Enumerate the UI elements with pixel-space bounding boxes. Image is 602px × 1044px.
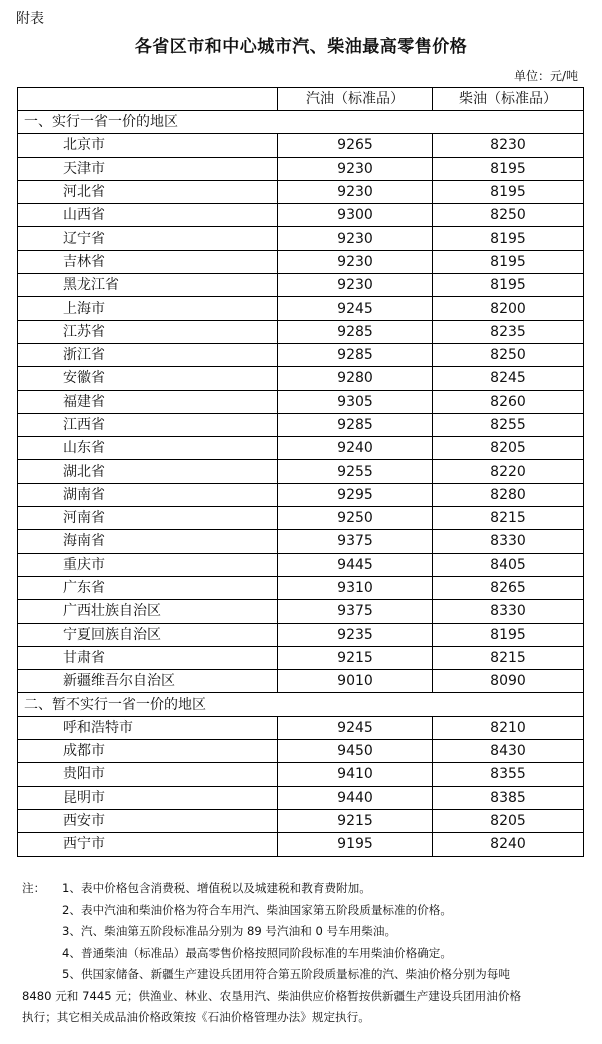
region-cell: 贵阳市 [18,763,278,786]
table-row [18,553,584,576]
table-row [18,390,584,413]
diesel-price-cell: 8215 [433,646,584,669]
gasoline-price-cell: 9235 [278,623,433,646]
page-title: 各省区市和中心城市汽、柴油最高零售价格 [134,37,468,57]
gasoline-price-cell: 9230 [278,157,433,180]
section-title: 二、暂不实行一省一价的地区 [18,693,584,716]
gasoline-price-cell: 9230 [278,250,433,273]
diesel-price-cell: 8245 [433,367,584,390]
gasoline-price-cell: 9375 [278,600,433,623]
diesel-price-cell: 8330 [433,530,584,553]
diesel-price-cell: 8255 [433,413,584,436]
region-cell: 成都市 [18,740,278,763]
diesel-price-cell: 8385 [433,786,584,809]
region-cell: 湖南省 [18,483,278,506]
gasoline-price-cell: 9300 [278,204,433,227]
diesel-price-cell: 8215 [433,507,584,530]
table-row [18,740,584,763]
header-cell-gasoline: 汽油（标准品） [278,88,433,111]
unit-label: 单位：元/吨 [513,69,578,83]
diesel-price-cell: 8330 [433,600,584,623]
table-row [18,320,584,343]
region-cell: 广西壮族自治区 [18,600,278,623]
diesel-price-cell: 8195 [433,227,584,250]
gasoline-price-cell: 9215 [278,646,433,669]
gasoline-price-cell: 9215 [278,809,433,832]
section-row [18,111,584,134]
table-row [18,437,584,460]
note-item: 4、普通柴油（标准品）最高零售价格按照同阶段标准的车用柴油价格确定。 [62,945,452,960]
table-row [18,576,584,599]
header-cell-region [18,88,278,111]
table-row [18,623,584,646]
table-row [18,367,584,390]
diesel-price-cell: 8265 [433,576,584,599]
table-row [18,180,584,203]
region-cell: 海南省 [18,530,278,553]
region-cell: 黑龙江省 [18,274,278,297]
table-row [18,157,584,180]
gasoline-price-cell: 9195 [278,833,433,856]
diesel-price-cell: 8280 [433,483,584,506]
region-cell: 呼和浩特市 [18,716,278,739]
region-cell: 河北省 [18,180,278,203]
diesel-price-cell: 8195 [433,180,584,203]
table-row [18,507,584,530]
diesel-price-cell: 8405 [433,553,584,576]
gasoline-price-cell: 9305 [278,390,433,413]
region-cell: 福建省 [18,390,278,413]
gasoline-price-cell: 9295 [278,483,433,506]
diesel-price-cell: 8220 [433,460,584,483]
table-row [18,809,584,832]
note-item-continued: 8480 元和 7445 元；供渔业、林业、农垦用汽、柴油供应价格暂按供新疆生产建设兵团用油价格 [22,988,522,1003]
gasoline-price-cell: 9230 [278,274,433,297]
table-row [18,483,584,506]
region-cell: 上海市 [18,297,278,320]
region-cell: 安徽省 [18,367,278,390]
table-row [18,670,584,693]
note-item: 5、供国家储备、新疆生产建设兵团用符合第五阶段质量标准的汽、柴油价格分别为每吨 [62,967,510,981]
region-cell: 北京市 [18,134,278,157]
gasoline-price-cell: 9285 [278,413,433,436]
diesel-price-cell: 8235 [433,320,584,343]
diesel-price-cell: 8195 [433,274,584,297]
gasoline-price-cell: 9280 [278,367,433,390]
note-item [22,878,587,900]
region-cell: 山西省 [18,204,278,227]
gasoline-price-cell: 9250 [278,507,433,530]
section-title: 一、实行一省一价的地区 [18,111,584,134]
gasoline-price-cell: 9010 [278,670,433,693]
region-cell: 宁夏回族自治区 [18,623,278,646]
gasoline-price-cell: 9230 [278,180,433,203]
note-item: 2、表中汽油和柴油价格为符合车用汽、柴油国家第五阶段质量标准的价格。 [62,902,452,917]
diesel-price-cell: 8090 [433,670,584,693]
table-row [18,646,584,669]
note-text: 1、表中价格包含消费税、增值税以及城建税和教育费附加。 [62,881,371,895]
gasoline-price-cell: 9245 [278,297,433,320]
diesel-price-cell: 8195 [433,157,584,180]
diesel-price-cell: 8195 [433,623,584,646]
region-cell: 河南省 [18,507,278,530]
region-cell: 辽宁省 [18,227,278,250]
header-cell-diesel: 柴油（标准品） [433,88,584,111]
table-row [18,134,584,157]
diesel-price-cell: 8250 [433,204,584,227]
notes-block [22,878,587,1029]
gasoline-price-cell: 9255 [278,460,433,483]
diesel-price-cell: 8200 [433,297,584,320]
price-table-body [18,88,584,857]
diesel-price-cell: 8250 [433,343,584,366]
region-cell: 重庆市 [18,553,278,576]
gasoline-price-cell: 9240 [278,437,433,460]
diesel-price-cell: 8240 [433,833,584,856]
gasoline-price-cell: 9230 [278,227,433,250]
gasoline-price-cell: 9265 [278,134,433,157]
table-row [18,250,584,273]
price-table [17,87,584,857]
region-cell: 山东省 [18,437,278,460]
table-row [18,530,584,553]
notes-label: 注： [22,881,46,895]
gasoline-price-cell: 9285 [278,343,433,366]
region-cell: 浙江省 [18,343,278,366]
diesel-price-cell: 8260 [433,390,584,413]
table-header-row [18,88,584,111]
table-row [18,204,584,227]
diesel-price-cell: 8355 [433,763,584,786]
table-row [18,833,584,856]
table-row [18,786,584,809]
gasoline-price-cell: 9245 [278,716,433,739]
table-row [18,716,584,739]
table-row [18,227,584,250]
region-cell: 广东省 [18,576,278,599]
diesel-price-cell: 8205 [433,437,584,460]
diesel-price-cell: 8195 [433,250,584,273]
diesel-price-cell: 8205 [433,809,584,832]
table-row [18,343,584,366]
gasoline-price-cell: 9410 [278,763,433,786]
gasoline-price-cell: 9440 [278,786,433,809]
gasoline-price-cell: 9285 [278,320,433,343]
region-cell: 江西省 [18,413,278,436]
diesel-price-cell: 8210 [433,716,584,739]
region-cell: 湖北省 [18,460,278,483]
table-row [18,274,584,297]
note-item: 3、汽、柴油第五阶段标准品分别为 89 号汽油和 0 号车用柴油。 [62,924,397,938]
region-cell: 西安市 [18,809,278,832]
table-row [18,297,584,320]
region-cell: 西宁市 [18,833,278,856]
gasoline-price-cell: 9310 [278,576,433,599]
section-row [18,693,584,716]
region-cell: 昆明市 [18,786,278,809]
table-row [18,600,584,623]
gasoline-price-cell: 9450 [278,740,433,763]
table-row [18,763,584,786]
region-cell: 吉林省 [18,250,278,273]
diesel-price-cell: 8230 [433,134,584,157]
table-row [18,460,584,483]
table-row [18,413,584,436]
region-cell: 新疆维吾尔自治区 [18,670,278,693]
diesel-price-cell: 8430 [433,740,584,763]
appendix-label: 附表 [16,11,44,27]
gasoline-price-cell: 9375 [278,530,433,553]
gasoline-price-cell: 9445 [278,553,433,576]
region-cell: 江苏省 [18,320,278,343]
note-item-continued: 执行；其它相关成品油价格政策按《石油价格管理办法》规定执行。 [22,1010,370,1024]
region-cell: 甘肃省 [18,646,278,669]
region-cell: 天津市 [18,157,278,180]
